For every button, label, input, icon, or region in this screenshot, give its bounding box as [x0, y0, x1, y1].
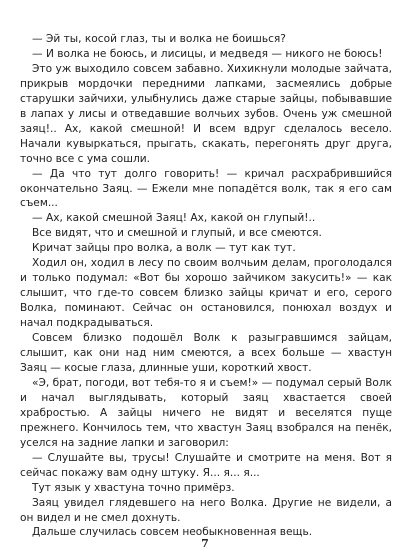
paragraph-hares-laugh: Это уж выходило совсем забавно. Хихикнули молодые зайчата, прикрыв мордочки передними лапками, засмеялись добрые старушки зайчихи, улыбнулись даже старые зайцы, побывавшие в лапах у лисы и отведавшие волчьих зубов. Очень уж смешной заяц!.. Ах, какой смешной! И всем вдруг сделалось весело. Начали кувыркаться, прыгать, скакать, перегонять друг друга, точно все с ума сошли.: [20, 62, 392, 165]
dialogue-line-answer: — И волка не боюсь, и лисицы, и медведя — никого не боюсь!: [32, 47, 383, 60]
paragraph-wolf-thinks: «Э, брат, погоди, вот тебя-то я и съем!» — подумал серый Волк и начал выглядывать, который заяц хвастается своей храбростью. А зайцы ничего не видят и веселятся пуще прежнего. Кончилось тем, что хвастун Заяц взобрался на пенёк, уселся на задние лапки и заговорил:: [20, 376, 392, 449]
paragraph-hare-speech: — Слушайте вы, трусы! Слушайте и смотрите на меня. Вот я сейчас покажу вам одну штуку. Я... я... я...: [20, 451, 392, 479]
paragraph-next-event: Дальше случилась совсем необыкновенная вещь.: [32, 526, 313, 539]
paragraph-wolf-walking: Ходил он, ходил в лесу по своим волчьим делам, проголодался и только подумал: «Вот бы хорошо зайчиком закусить!» — как слышит, что где-то совсем близко зайцы кричат и его, серого Волка, поминают. Сейчас он остановился, понюхал воздух и начал подкрадываться.: [20, 257, 392, 330]
book-page-text: [20, 32, 392, 540]
paragraph-wolf-arrives: Кричат зайцы про волка, а волк — тут как тут.: [32, 242, 296, 255]
paragraph-funny-hare: — Ах, какой смешной Заяц! Ах, какой он глупый!..: [32, 212, 316, 225]
paragraph-all-laugh: Все видят, что и смешной и глупый, и все смеются.: [32, 227, 322, 240]
paragraph-hare-sees-wolf: Заяц увидел глядевшего на него Волка. Другие не видели, а он видел и не смел дохнуть.: [20, 496, 392, 524]
paragraph-hare-boasts: — Да что тут долго говорить! — кричал расхрабрившийся окончательно Заяц. — Ежели мне попадётся волк, так я его сам съем...: [20, 167, 392, 210]
paragraph-tongue-froze: Тут язык у хвастуна точно примёрз.: [32, 481, 235, 494]
page-number: 7: [201, 537, 209, 550]
dialogue-line-question: — Эй ты, косой глаз, ты и волка не боишься?: [32, 33, 286, 45]
paragraph-wolf-approaches: Совсем близко подошёл Волк к разыгравшимся зайцам, слышит, как они над ним смеются, а всех больше — хвастун Заяц — косые глаза, длинные уши, короткий хвост.: [20, 332, 392, 374]
